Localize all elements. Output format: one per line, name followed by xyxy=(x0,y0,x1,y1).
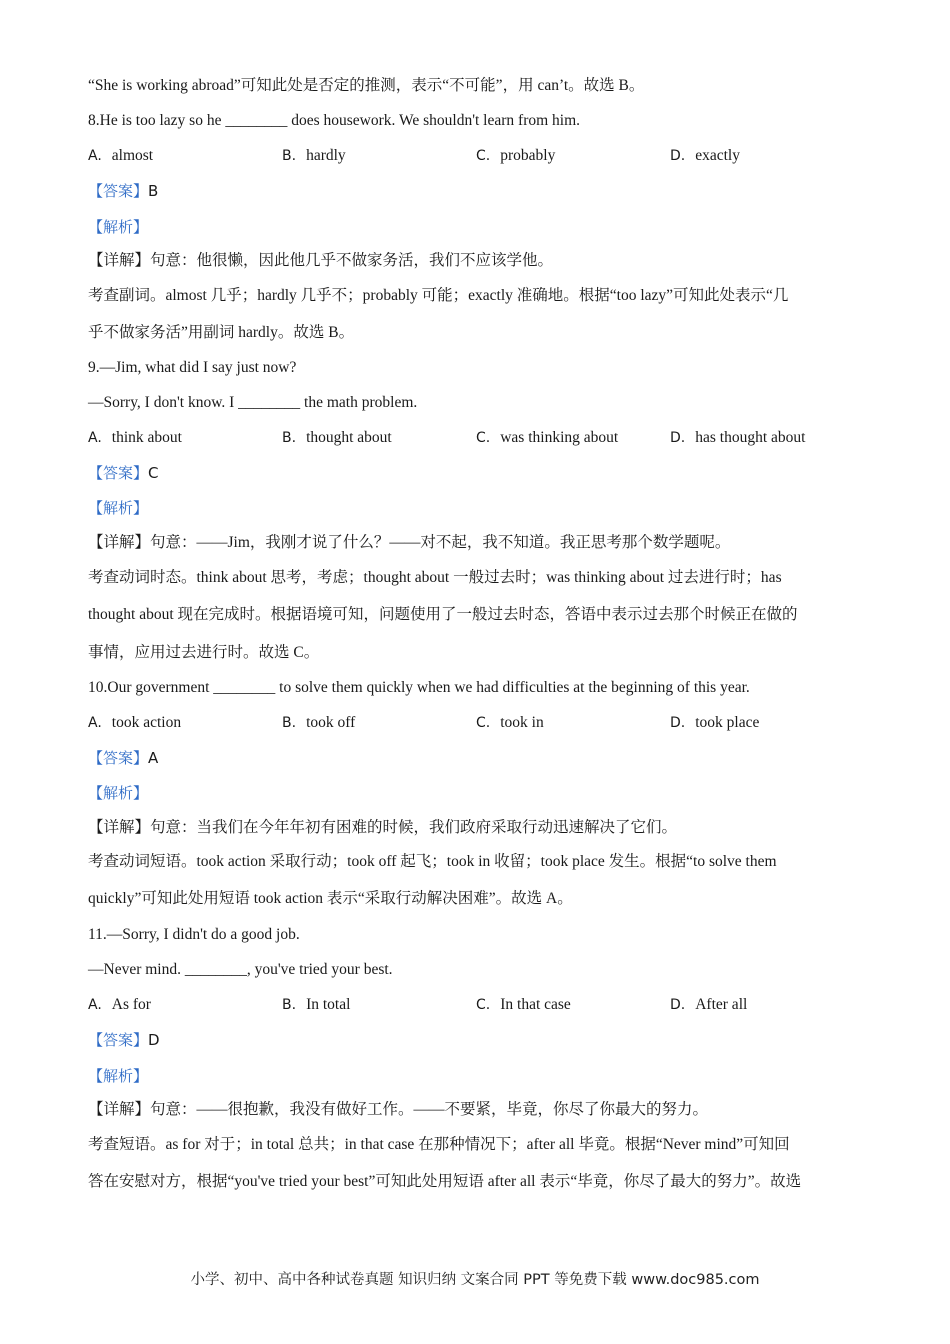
answer-label: 【答案】 xyxy=(88,749,149,767)
explanation-line: thought about 现在完成时。根据语境可知，问题使用了一般过去时态，答语中表示过去那个时候正在做的 xyxy=(88,606,798,623)
explanation-line: quickly”可知此处用短语 took action 表示“采取行动解决困难”。故选 A。 xyxy=(88,890,573,907)
analysis-label: 【解析】 xyxy=(88,499,149,517)
answer-q11 xyxy=(88,1030,868,1051)
options-q11 xyxy=(88,995,868,1015)
option-a: A. almost xyxy=(88,147,154,164)
question-9: 9.—Jim, what did I say just now? xyxy=(88,359,297,376)
explanation-line: 考查动词时态。think about 思考，考虑；thought about 一般过去时；was thinking about 过去进行时；has xyxy=(88,569,782,586)
option-a: A. think about xyxy=(88,429,182,446)
explanation-line: 考查短语。as for 对于；in total 总共；in that case 在那种情况下；after all 毕竟。根据“Never mind”可知回 xyxy=(88,1136,790,1153)
option-c: C. was thinking about xyxy=(476,429,619,446)
analysis-label: 【解析】 xyxy=(88,784,149,802)
explanation-line: 事情，应用过去进行时。故选 C。 xyxy=(88,644,320,661)
explanation-line: 答在安慰对方，根据“you've tried your best”可知此处用短语 after all 表示“毕竟，你尽了最大的努力”。故选 xyxy=(88,1173,802,1190)
question-8: 8.He is too lazy so he ________ does housework. We shouldn't learn from him. xyxy=(88,112,581,129)
options-q9 xyxy=(88,428,868,448)
answer-value: B xyxy=(148,182,159,200)
option-b: B. In total xyxy=(282,996,351,1013)
option-b: B. thought about xyxy=(282,429,392,446)
question-11-reply: —Never mind. ________, you've tried your best. xyxy=(88,961,393,978)
option-b: B. hardly xyxy=(282,147,346,164)
explanation-line: 乎不做家务活”用副词 hardly。故选 B。 xyxy=(88,324,355,341)
option-d: D. has thought about xyxy=(670,429,806,446)
explanation-line: 【详解】句意：——Jim，我刚才说了什么？——对不起，我不知道。我正思考那个数学题呢。 xyxy=(88,534,731,551)
answer-label: 【答案】 xyxy=(88,464,149,482)
answer-label: 【答案】 xyxy=(88,1031,149,1049)
question-9-reply: —Sorry, I don't know. I ________ the math problem. xyxy=(88,394,418,411)
option-a: A. As for xyxy=(88,996,151,1013)
answer-label: 【答案】 xyxy=(88,182,149,200)
option-a: A. took action xyxy=(88,714,182,731)
option-d: D. exactly xyxy=(670,147,740,164)
answer-value: A xyxy=(148,749,159,767)
question-10: 10.Our government ________ to solve them quickly when we had difficulties at the beginning of this year. xyxy=(88,679,750,696)
explanation-line: “She is working abroad”可知此处是否定的推测，表示“不可能”，用 can’t。故选 B。 xyxy=(88,77,645,94)
analysis-label: 【解析】 xyxy=(88,1067,149,1085)
explanation-line: 考查副词。almost 几乎；hardly 几乎不；probably 可能；exactly 准确地。根据“too lazy”可知此处表示“几 xyxy=(88,287,789,304)
explanation-line: 【详解】句意：——很抱歉，我没有做好工作。——不要紧，毕竟，你尽了你最大的努力。 xyxy=(88,1101,709,1118)
option-b: B. took off xyxy=(282,714,356,731)
option-c: C. probably xyxy=(476,147,556,164)
question-11: 11.—Sorry, I didn't do a good job. xyxy=(88,926,300,943)
answer-q9 xyxy=(88,463,868,484)
option-d: D. After all xyxy=(670,996,748,1013)
page-footer: 小学、初中、高中各种试卷真题 知识归纳 文案合同 PPT 等免费下载 www.doc985.com xyxy=(190,1272,760,1288)
answer-value: C xyxy=(148,464,159,482)
explanation-line: 【详解】句意：当我们在今年年初有困难的时候，我们政府采取行动迅速解决了它们。 xyxy=(88,819,678,836)
analysis-label: 【解析】 xyxy=(88,218,149,236)
options-q8 xyxy=(88,146,868,166)
option-c: C. In that case xyxy=(476,996,571,1013)
answer-q10 xyxy=(88,748,868,769)
answer-q8 xyxy=(88,181,868,202)
explanation-line: 考查动词短语。took action 采取行动；took off 起飞；took in 收留；took place 发生。根据“to solve them xyxy=(88,853,777,870)
option-d: D. took place xyxy=(670,714,760,731)
option-c: C. took in xyxy=(476,714,544,731)
explanation-line: 【详解】句意：他很懒，因此他几乎不做家务活，我们不应该学他。 xyxy=(88,252,554,269)
answer-value: D xyxy=(148,1031,160,1049)
options-q10 xyxy=(88,713,868,733)
